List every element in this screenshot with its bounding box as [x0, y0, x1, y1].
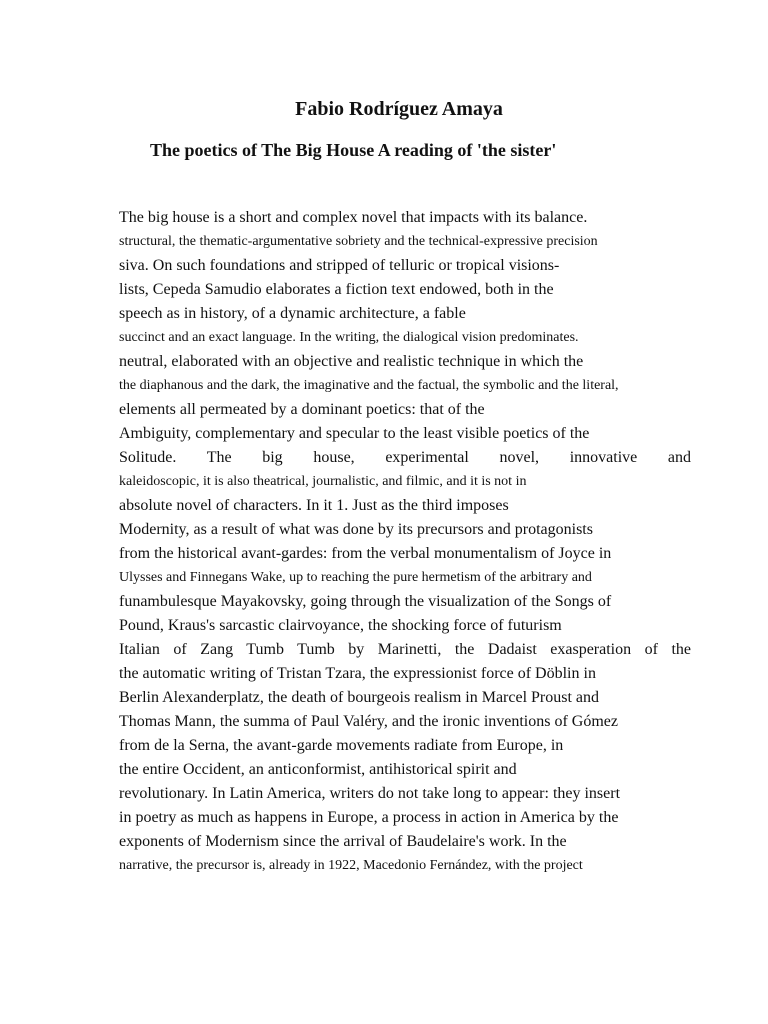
text-line: the diaphanous and the dark, the imaginative and the factual, the symbolic and the literal,: [119, 378, 619, 393]
text-line: succinct and an exact language. In the writing, the dialogical vision predominates.: [119, 330, 579, 345]
text-line: siva. On such foundations and stripped of telluric or tropical visions-: [119, 257, 560, 274]
text-line: Pound, Kraus's sarcastic clairvoyance, the shocking force of futurism: [119, 617, 562, 634]
text-line: Ulysses and Finnegans Wake, up to reaching the pure hermetism of the arbitrary and: [119, 570, 592, 585]
text-line: in poetry as much as happens in Europe, a process in action in America by the: [119, 809, 619, 826]
text-line: from de la Serna, the avant-garde movements radiate from Europe, in: [119, 737, 564, 754]
text-line: elements all permeated by a dominant poetics: that of the: [119, 401, 485, 418]
author-name: Fabio Rodríguez Amaya: [295, 98, 503, 120]
text-line: the automatic writing of Tristan Tzara, the expressionist force of Döblin in: [119, 665, 596, 682]
text-line: Thomas Mann, the summa of Paul Valéry, and the ironic inventions of Gómez: [119, 713, 619, 730]
text-line: the entire Occident, an anticonformist, antihistorical spirit and: [119, 761, 517, 778]
text-line: exponents of Modernism since the arrival of Baudelaire's work. In the: [119, 833, 567, 850]
text-line: kaleidoscopic, it is also theatrical, journalistic, and filmic, and it is not in: [119, 474, 527, 489]
article-title: The poetics of The Big House A reading of 'the sister': [150, 140, 557, 160]
body-text: [119, 206, 691, 878]
text-line: funambulesque Mayakovsky, going through the visualization of the Songs of: [119, 593, 612, 610]
text-line: structural, the thematic-argumentative sobriety and the technical-expressive precision: [119, 234, 598, 249]
text-line: revolutionary. In Latin America, writers do not take long to appear: they insert: [119, 785, 621, 802]
text-line: Berlin Alexanderplatz, the death of bourgeois realism in Marcel Proust and: [119, 689, 600, 706]
text-line: speech as in history, of a dynamic architecture, a fable: [119, 305, 466, 322]
text-line: absolute novel of characters. In it 1. Just as the third imposes: [119, 497, 509, 514]
text-line: neutral, elaborated with an objective and realistic technique in which the: [119, 353, 584, 370]
text-line: Italian of Zang Tumb Tumb by Marinetti, the Dadaist exasperation of the: [119, 641, 691, 658]
text-line: Ambiguity, complementary and specular to the least visible poetics of the: [119, 425, 590, 442]
text-line: narrative, the precursor is, already in 1922, Macedonio Fernández, with the project: [119, 858, 583, 873]
text-line: lists, Cepeda Samudio elaborates a fiction text endowed, both in the: [119, 281, 554, 298]
text-line: from the historical avant-gardes: from the verbal monumentalism of Joyce in: [119, 545, 612, 562]
text-line: The big house is a short and complex novel that impacts with its balance.: [119, 209, 588, 226]
text-line: Solitude. The big house, experimental novel, innovative and: [119, 449, 691, 466]
text-line: Modernity, as a result of what was done by its precursors and protagonists: [119, 521, 593, 538]
